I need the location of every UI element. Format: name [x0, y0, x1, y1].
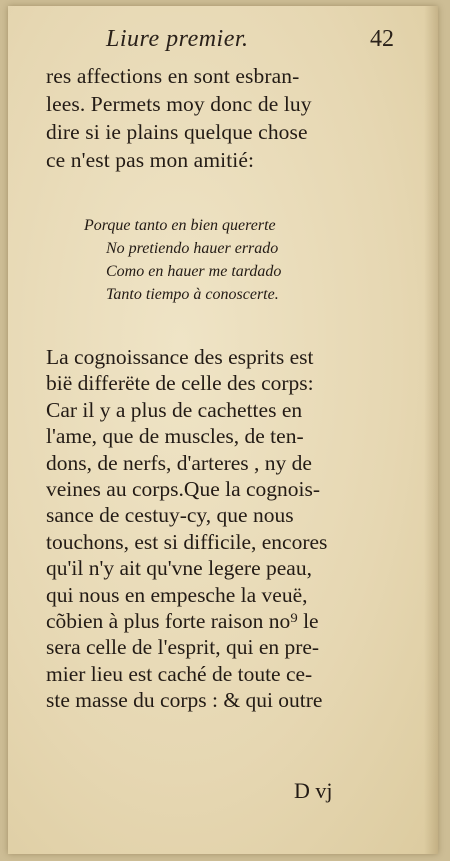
verse-line: No pretiendo hauer errado [106, 240, 279, 257]
verse-line: Como en hauer me tardado [106, 263, 282, 280]
spanish-verse [84, 214, 281, 306]
text-line: dons, de nerfs, d'arteres , ny de [46, 450, 312, 475]
text-line: l'ame, que de muscles, de ten- [46, 424, 304, 449]
paragraph-continued [46, 62, 312, 174]
text-line: bië differëte de celle des corps: [46, 371, 314, 396]
text-line: lees. Permets moy donc de luy [46, 92, 312, 116]
text-line: touchons, est si difficile, encores [46, 529, 328, 554]
page-number: 42 [370, 26, 394, 52]
verse-line: Porque tanto en bien quererte [84, 217, 276, 234]
text-line: cõbien à plus forte raison no⁹ le [46, 609, 319, 634]
running-head [8, 26, 438, 58]
signature-mark: D vj [294, 778, 333, 803]
book-page [8, 6, 438, 854]
page-edge-shadow [424, 6, 438, 854]
text-line: res affections en sont esbran- [46, 64, 300, 88]
text-line: sera celle de l'esprit, qui en pre- [46, 635, 320, 660]
text-line: qui nous en empesche la veuë, [46, 582, 308, 607]
text-line: qu'il n'y ait qu'vne legere peau, [46, 556, 312, 581]
paragraph-main [46, 344, 327, 714]
text-line: ste masse du corps : & qui outre [46, 688, 323, 713]
text-line: Car il y a plus de cachettes en [46, 397, 303, 422]
text-line: mier lieu est caché de toute ce- [46, 661, 313, 686]
verse-line: Tanto tiempo à conoscerte. [106, 286, 279, 303]
text-line: dire si ie plains quelque chose [46, 120, 308, 144]
text-line: sance de cestuy-cy, que nous [46, 503, 294, 528]
running-title: Liure premier. [106, 26, 249, 52]
text-line: La cognoissance des esprits est [46, 345, 314, 369]
text-line: veines au corps.Que la cognois- [46, 477, 321, 502]
text-line: ce n'est pas mon amitié: [46, 148, 255, 172]
